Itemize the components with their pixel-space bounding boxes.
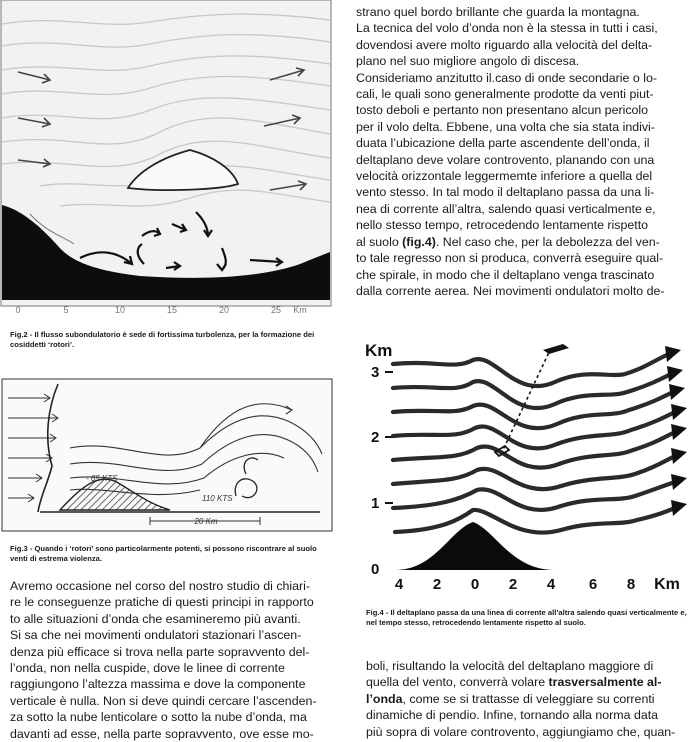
x-tick-label: 4 <box>394 576 404 593</box>
x-tick-label: 6 <box>588 576 598 593</box>
x-tick-label: 8 <box>626 576 636 593</box>
figure-reference: (fig.4) <box>402 234 436 249</box>
right-column-bottom-text <box>366 658 694 740</box>
text-line: dalla corrente aerea. Nei movimenti ondulatori molto de- <box>356 283 665 298</box>
x-tick-label: 2 <box>432 576 442 593</box>
text-line: nea di corrente all’altra, salendo quasi verticalmente e, <box>356 201 656 216</box>
fig2-caption: Fig.2 - Il flusso subondulatorio è sede di fortissima turbolenza, per la formazione dei cosiddetti ‘rotori’. <box>10 330 315 349</box>
text-line <box>366 674 694 690</box>
text-line: davanti ad esse, nella parte sopravvento, ove esse mo- <box>10 726 314 741</box>
x-tick-label: 2 <box>508 576 518 593</box>
text-line: denza più efficace si trova nella parte sopravvento del- <box>10 644 310 659</box>
text-line: to tale regresso non si produca, converrà eseguire qual- <box>356 251 664 266</box>
fig4-y-axis <box>365 341 392 578</box>
y-axis-unit: Km <box>365 341 393 360</box>
text-span: quella del vento, converrà volare <box>366 675 549 690</box>
left-column-bottom-text <box>10 578 332 742</box>
text-line: dinamiche di pendio. Infine, tornando alla norma data <box>366 708 659 723</box>
x-axis-unit: Km <box>654 576 680 593</box>
text-line: Consideriamo anzitutto il.caso di onde secondarie o lo- <box>356 70 657 85</box>
x-tick-label: 20 <box>218 305 230 315</box>
text-line: dovendosi avere molto riguardo alla velocità del delta- <box>356 37 653 52</box>
fig2-illustration <box>0 0 336 318</box>
fig3-caption: Fig.3 - Quando i ‘rotori’ sono particolarmente potenti, si possono riscontrare al suolo venti di estrema violenza. <box>10 544 317 563</box>
text-span: . Nel caso che, per la debolezza del ven- <box>435 234 660 249</box>
x-tick-label: 10 <box>114 305 126 315</box>
text-span: , come se si trattasse di veleggiare su correnti <box>402 691 655 706</box>
bold-phrase: trasversalmente al- <box>548 675 662 690</box>
text-line <box>366 691 694 707</box>
text-line: vento stesso. In tal modo il deltaplano passa da una li- <box>356 185 655 200</box>
text-line: boli, risultando la velocità del deltaplano maggiore di <box>366 659 654 673</box>
y-tick-label: 1 <box>371 495 380 512</box>
x-tick-label: 15 <box>166 305 178 315</box>
fig4-streamlines <box>393 354 675 533</box>
fig4-arrowheads <box>665 346 687 516</box>
text-line: velocità orizzontale leggermemte inferiore a quella del <box>356 169 653 184</box>
x-tick-label: 5 <box>63 305 69 315</box>
text-line: l’onda, non nella cuspide, dove le linee di corrente <box>10 661 285 676</box>
text-line: to alle situazioni d’onda che esamineremo più avanti. <box>10 611 301 626</box>
text-line <box>356 234 694 250</box>
text-line: nello stesso tempo, retrocedendo lentamente rispetto <box>356 218 649 233</box>
glider-icon <box>543 344 569 354</box>
fig4-caption: Fig.4 - Il deltaplano passa da una linea di corrente all’altra salendo quasi verticalmente e, nel tempo stesso, retrocedendo lentamente rispetto al suolo. <box>366 608 687 627</box>
text-line: cali, le quali sono generalmente prodotte da venti piut- <box>356 87 654 102</box>
label-110-kts: 110 KTS <box>202 494 233 503</box>
text-line: Si sa che nei movimenti ondulatori stazionari l’ascen- <box>10 628 302 643</box>
text-line: per il volo delta. Ebbene, una volta che sia stata indivi- <box>356 119 655 134</box>
text-line: tosto deboli e pertanto non presentano alcun pericolo <box>356 103 649 118</box>
text-line: duata l’ubicazione della parte ascendente dell’onda, il <box>356 136 650 151</box>
y-tick-label: 3 <box>371 364 380 381</box>
text-line: strano quel bordo brillante che guarda la montagna. <box>356 5 640 19</box>
label-65-kts: - 65 KTS <box>86 474 118 483</box>
x-axis-unit: Km <box>293 305 307 315</box>
scale-label: 20 Km <box>194 517 218 526</box>
text-line: La tecnica del volo d’onda non è la stessa in tutti i casi, <box>356 21 658 36</box>
text-line: più sopra di volare controvento, aggiungiamo che, quan- <box>366 724 676 739</box>
y-tick-label: 0 <box>371 561 380 578</box>
text-line: verticale è nulla. Non si deve quindi cercare l’ascenden- <box>10 693 317 708</box>
x-tick-label: 0 <box>470 576 480 593</box>
y-tick-label: 2 <box>371 429 380 446</box>
text-line: che spirale, in modo che il deltaplano venga trascinato <box>356 267 655 282</box>
fig3-illustration <box>0 378 336 534</box>
bold-phrase: l’onda <box>366 691 403 706</box>
x-tick-label: 0 <box>15 305 21 315</box>
text-line: re le conseguenze pratiche di questi principi in rapporto <box>10 595 314 610</box>
text-line: plano nel suo migliore angolo di discesa. <box>356 54 580 69</box>
text-line: za sotto la nube lenticolare o sotto la nube d’onda, ma <box>10 710 307 725</box>
fig4-illustration <box>355 330 700 602</box>
fig4-x-axis <box>395 576 680 593</box>
x-tick-label: 4 <box>546 576 556 593</box>
text-line: raggiungono l’altezza massima e dove la componente <box>10 677 306 692</box>
text-span: al suolo <box>356 234 403 249</box>
right-column-top-text <box>356 4 694 299</box>
text-line: deltaplano deve volare controvento, planando con una <box>356 152 655 167</box>
text-line: Avremo occasione nel corso del nostro studio di chiari- <box>10 579 311 593</box>
x-tick-label: 25 <box>270 305 282 315</box>
